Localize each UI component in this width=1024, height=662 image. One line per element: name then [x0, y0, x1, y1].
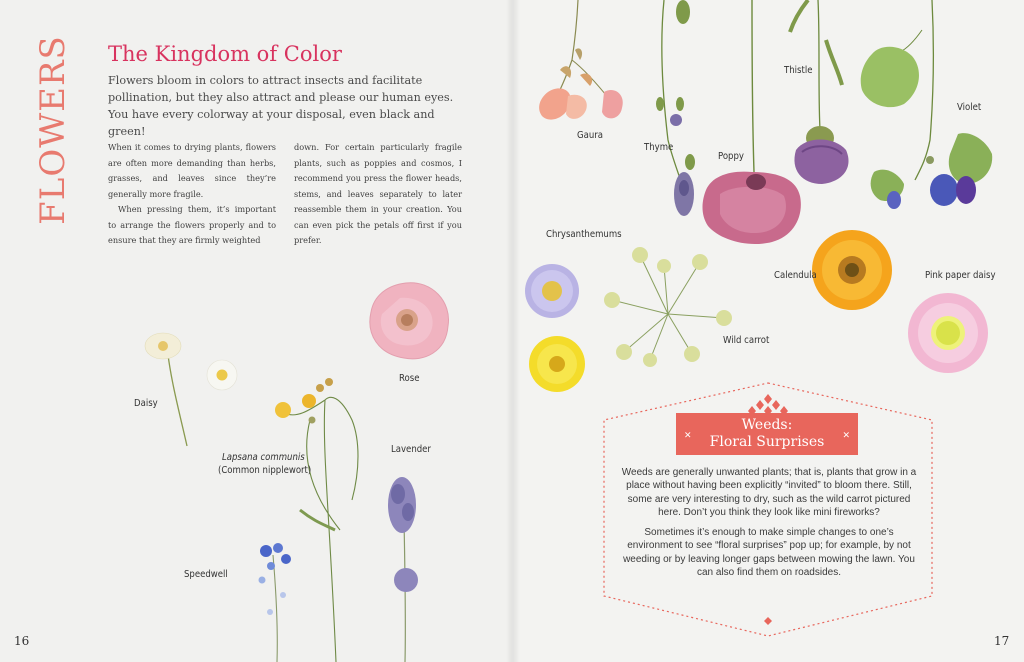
poppy-flower	[703, 0, 801, 244]
weeds-paragraph: Weeds are generally unwanted plants; that is, plants that grow in a place without having been explicitly “invited” to bloom there. Still, some are very interesting to dry, such as the wild carrot pictured here. Don’t you think they look like mini fireworks?	[621, 467, 917, 518]
label-calendula: Calendula	[774, 270, 817, 281]
weeds-sidebar-title	[676, 413, 858, 455]
label-speedwell: Speedwell	[184, 569, 228, 580]
label-thistle: Thistle	[784, 65, 813, 76]
page-number-right: 17	[994, 634, 1010, 648]
chrysanthemum-purple	[525, 264, 579, 318]
lavender-flower	[388, 477, 418, 662]
calendula-flower	[812, 230, 892, 310]
section-title-vertical	[28, 34, 78, 225]
body-paragraph: down. For certain particularly fragile plants, such as poppies and cosmos, I recommend you press the flower heads, stems, and leaves separately to later reassemble them in your creation. You can even pick the petals off first if you prefer.	[294, 142, 462, 245]
label-chrysanthemums: Chrysanthemums	[546, 229, 622, 240]
page-number-left: 16	[14, 634, 30, 648]
gaura-flower	[539, 0, 623, 120]
body-column-1	[108, 140, 276, 249]
daisy-flower	[145, 333, 237, 446]
label-wild-carrot: Wild carrot	[723, 335, 770, 346]
lapsana-flower	[283, 397, 358, 662]
weeds-sidebar-body	[620, 466, 918, 586]
label-gaura: Gaura	[577, 130, 604, 141]
section-title-text: FLOWERS	[33, 34, 73, 225]
label-lapsana: Lapsana communis	[222, 452, 305, 463]
label-lavender: Lavender	[391, 444, 431, 455]
body-paragraph: When it comes to drying plants, flowers are often more demanding than herbs, grasses, and leaves since they’re generally more fragile.	[108, 142, 276, 199]
label-lapsana-common: (Common nipplewort)	[218, 465, 312, 476]
rose-flower	[370, 283, 449, 359]
thyme-flower	[656, 0, 695, 216]
label-poppy: Poppy	[718, 151, 744, 162]
body-column-2	[294, 140, 462, 249]
intro-paragraph: Flowers bloom in colors to attract insects and facilitate pollination, but they also attract and please our human eyes. You have every colorway at your disposal, even black and green!	[108, 74, 454, 138]
weeds-title-line1: Weeds:	[741, 417, 793, 433]
label-thyme: Thyme	[644, 142, 674, 153]
body-paragraph: When pressing them, it’s important to arrange the flowers properly and to ensure that they are firmly weighted	[108, 204, 276, 245]
cross-ornament-icon: ✕	[684, 431, 692, 441]
cross-ornament-icon: ✕	[842, 431, 850, 441]
page-heading: The Kingdom of Color	[108, 42, 342, 66]
label-rose: Rose	[399, 373, 420, 384]
weeds-title-line2: Floral Surprises	[709, 434, 825, 450]
wild-carrot-umbels	[604, 247, 732, 367]
pink-paper-daisy-flower	[908, 293, 988, 373]
label-violet: Violet	[957, 102, 982, 113]
speedwell-flower	[259, 543, 292, 662]
label-pink-paper-daisy: Pink paper daisy	[925, 270, 996, 281]
thistle-flower	[790, 0, 849, 184]
chrysanthemum-yellow	[529, 336, 585, 392]
label-daisy: Daisy	[134, 398, 158, 409]
weeds-paragraph: Sometimes it’s enough to make simple changes to one’s environment to see “floral surprises” pop up; for example, by not weeding or by leaving longer gaps between mowing the lawn. You can also find them on roadsides.	[623, 527, 915, 579]
